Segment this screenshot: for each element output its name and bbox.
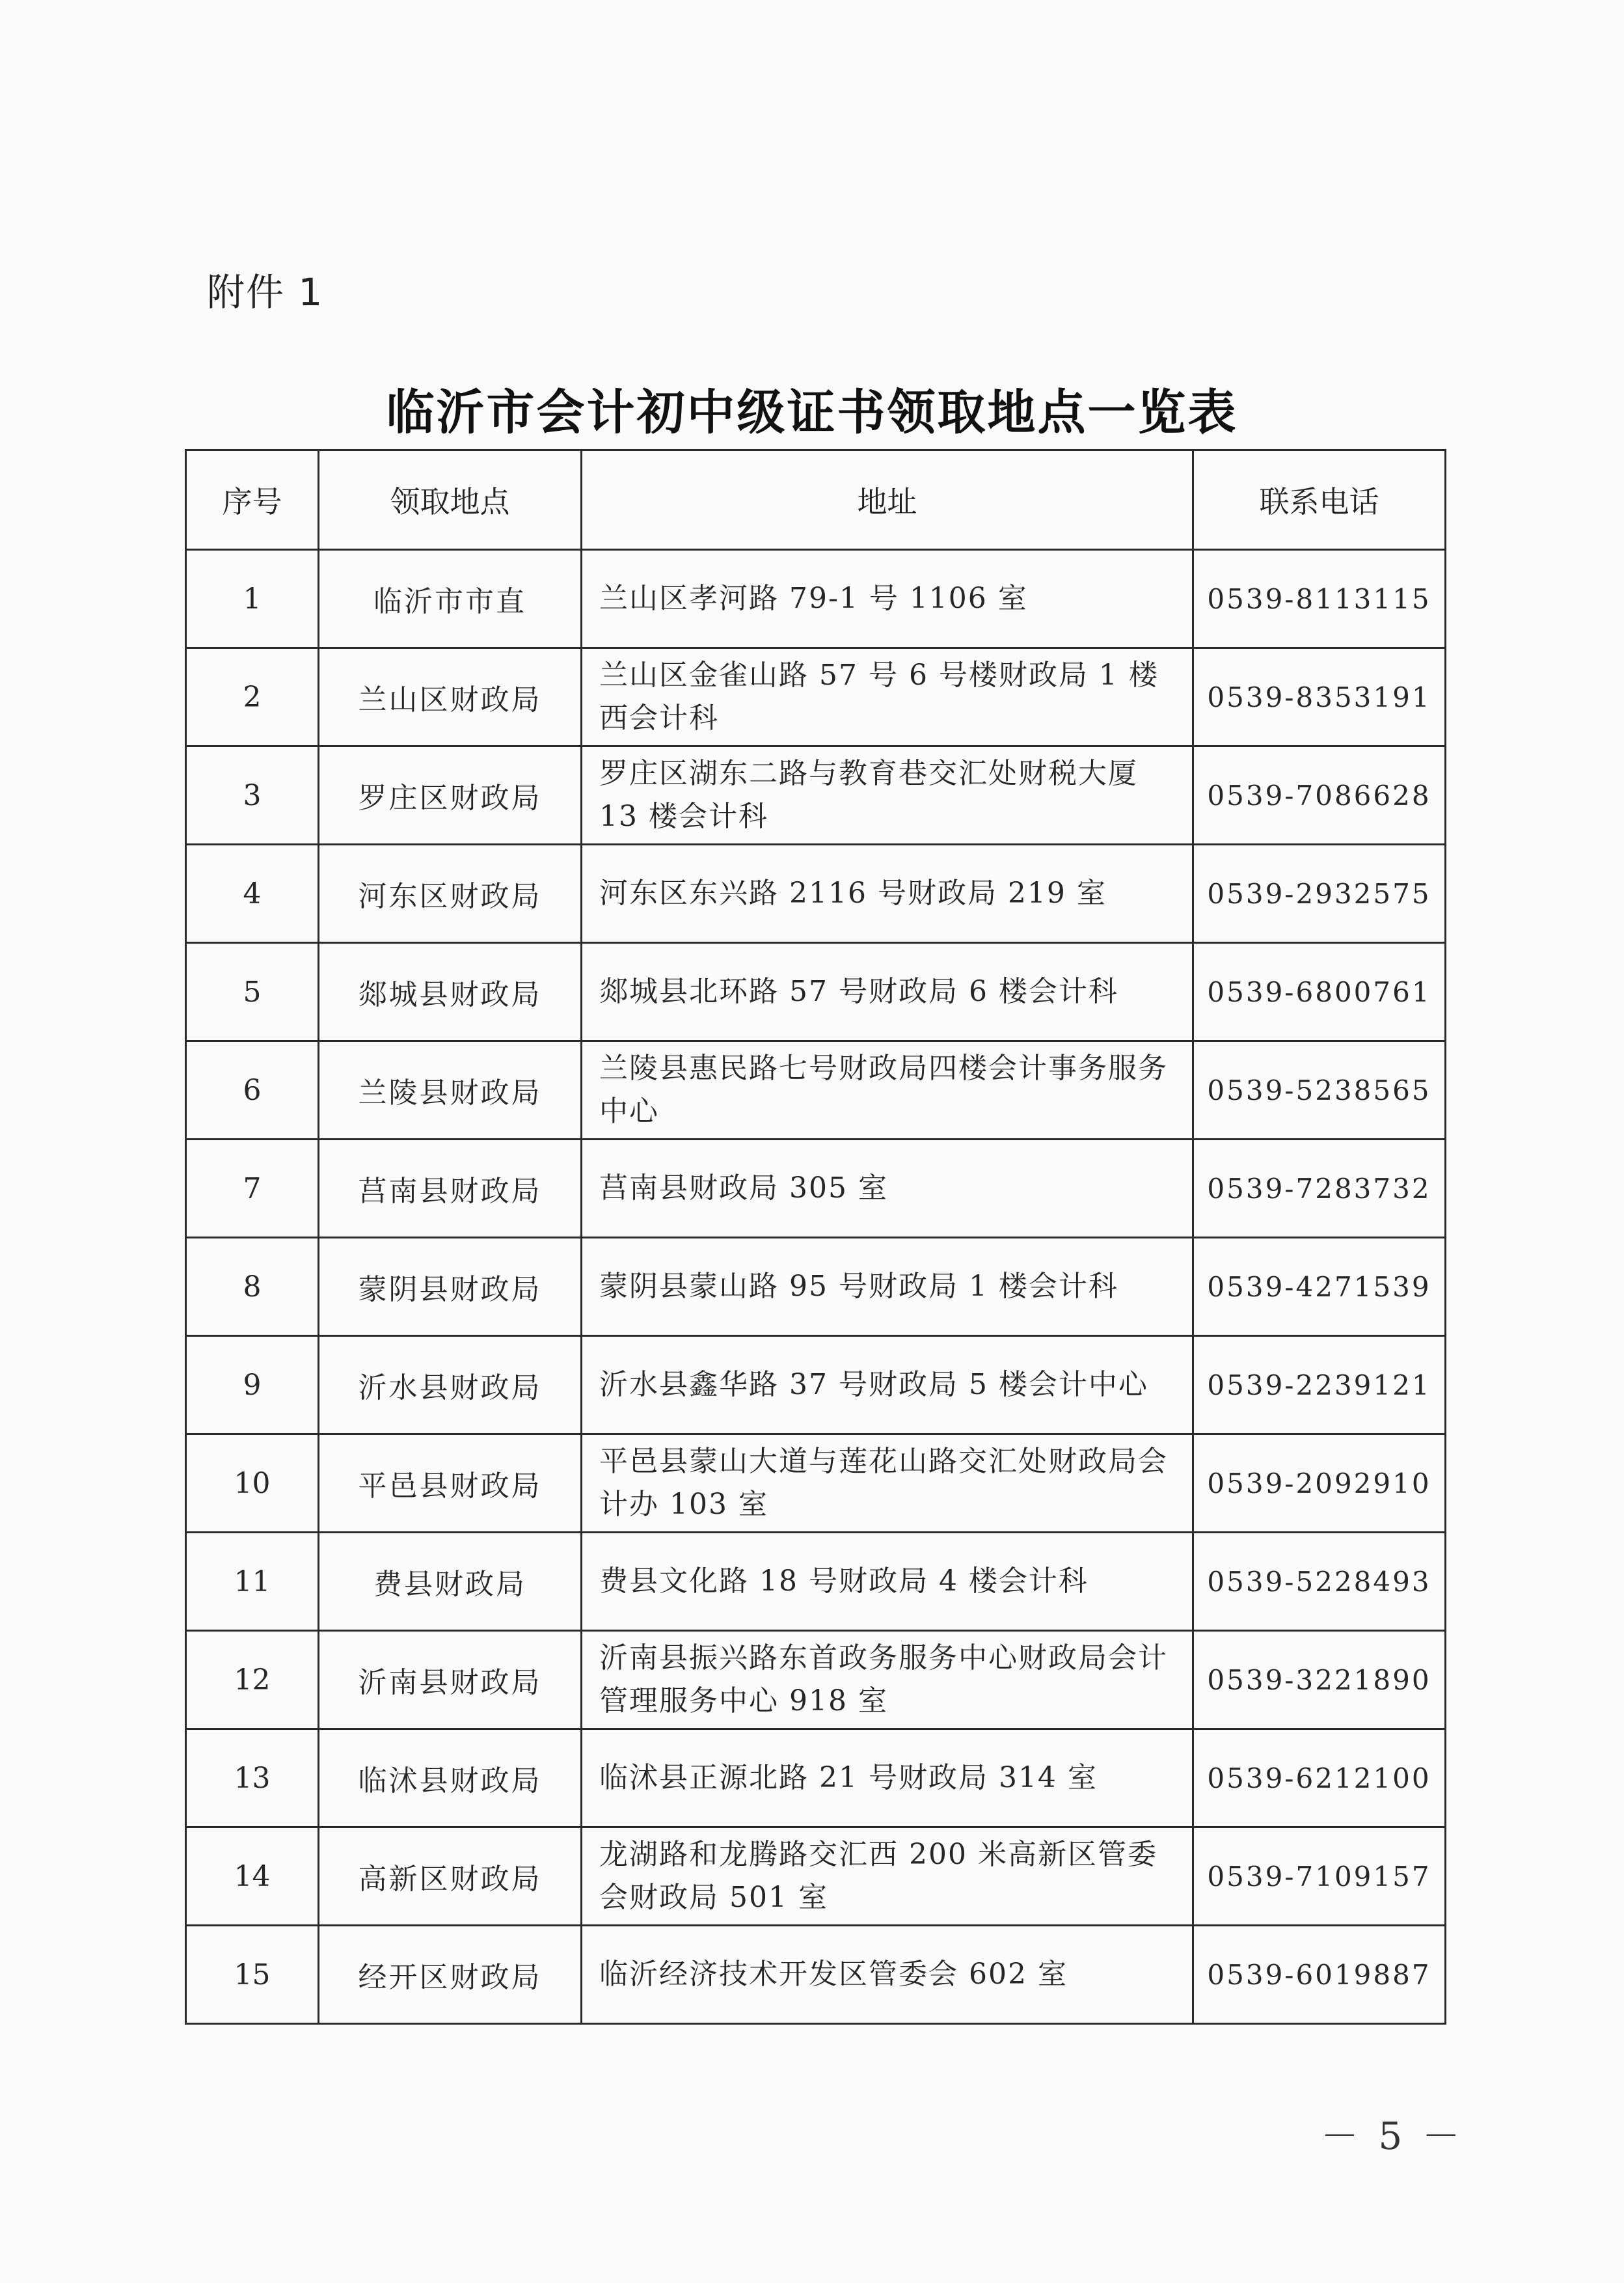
- locations-table: [185, 449, 1446, 2025]
- cell-place: 蒙阴县财政局: [319, 1238, 582, 1336]
- cell-no: 2: [186, 648, 319, 746]
- header-no: 序号: [186, 450, 319, 550]
- cell-address: 平邑县蒙山大道与莲花山路交汇处财政局会计办 103 室: [582, 1434, 1193, 1533]
- cell-no: 9: [186, 1336, 319, 1434]
- cell-no: 13: [186, 1729, 319, 1827]
- table-row: [186, 1434, 1446, 1533]
- table-row: [186, 1041, 1446, 1140]
- page-number: － 5 －: [1321, 2114, 1464, 2158]
- cell-address: 临沭县正源北路 21 号财政局 314 室: [582, 1729, 1193, 1827]
- cell-place: 河东区财政局: [319, 845, 582, 943]
- cell-address: 临沂经济技术开发区管委会 602 室: [582, 1926, 1193, 2024]
- table-row: [186, 1729, 1446, 1827]
- cell-place: 经开区财政局: [319, 1926, 582, 2024]
- cell-phone: 0539-4271539: [1193, 1238, 1446, 1336]
- table-header-row: [186, 450, 1446, 550]
- cell-no: 11: [186, 1533, 319, 1631]
- cell-place: 沂南县财政局: [319, 1631, 582, 1729]
- cell-address: 沂水县鑫华路 37 号财政局 5 楼会计中心: [582, 1336, 1193, 1434]
- cell-phone: 0539-8113115: [1193, 550, 1446, 648]
- cell-place: 莒南县财政局: [319, 1140, 582, 1238]
- cell-no: 6: [186, 1041, 319, 1140]
- table-row: [186, 648, 1446, 746]
- table-row: [186, 746, 1446, 845]
- header-phone: 联系电话: [1193, 450, 1446, 550]
- cell-address: 兰山区金雀山路 57 号 6 号楼财政局 1 楼西会计科: [582, 648, 1193, 746]
- table-row: [186, 1533, 1446, 1631]
- cell-phone: 0539-2932575: [1193, 845, 1446, 943]
- cell-address: 费县文化路 18 号财政局 4 楼会计科: [582, 1533, 1193, 1631]
- table-row: [186, 1926, 1446, 2024]
- cell-place: 兰山区财政局: [319, 648, 582, 746]
- document-title: 临沂市会计初中级证书领取地点一览表: [386, 385, 1238, 441]
- attachment-label: 附件 1: [207, 270, 324, 314]
- cell-no: 10: [186, 1434, 319, 1533]
- cell-place: 兰陵县财政局: [319, 1041, 582, 1140]
- cell-no: 14: [186, 1827, 319, 1926]
- table-row: [186, 845, 1446, 943]
- cell-no: 8: [186, 1238, 319, 1336]
- cell-phone: 0539-2239121: [1193, 1336, 1446, 1434]
- cell-phone: 0539-6800761: [1193, 943, 1446, 1041]
- table-row: [186, 1336, 1446, 1434]
- cell-place: 临沭县财政局: [319, 1729, 582, 1827]
- cell-phone: 0539-5238565: [1193, 1041, 1446, 1140]
- cell-no: 4: [186, 845, 319, 943]
- table-row: [186, 550, 1446, 648]
- cell-address: 兰陵县惠民路七号财政局四楼会计事务服务中心: [582, 1041, 1193, 1140]
- cell-address: 莒南县财政局 305 室: [582, 1140, 1193, 1238]
- cell-phone: 0539-5228493: [1193, 1533, 1446, 1631]
- cell-no: 12: [186, 1631, 319, 1729]
- cell-place: 高新区财政局: [319, 1827, 582, 1926]
- cell-place: 沂水县财政局: [319, 1336, 582, 1434]
- cell-phone: 0539-7086628: [1193, 746, 1446, 845]
- cell-address: 河东区东兴路 2116 号财政局 219 室: [582, 845, 1193, 943]
- locations-table-wrapper: [185, 449, 1444, 2025]
- cell-place: 临沂市市直: [319, 550, 582, 648]
- table-row: [186, 1140, 1446, 1238]
- cell-phone: 0539-6019887: [1193, 1926, 1446, 2024]
- table-row: [186, 943, 1446, 1041]
- cell-address: 蒙阴县蒙山路 95 号财政局 1 楼会计科: [582, 1238, 1193, 1336]
- cell-no: 7: [186, 1140, 319, 1238]
- cell-no: 1: [186, 550, 319, 648]
- cell-address: 沂南县振兴路东首政务服务中心财政局会计管理服务中心 918 室: [582, 1631, 1193, 1729]
- cell-place: 罗庄区财政局: [319, 746, 582, 845]
- table-row: [186, 1631, 1446, 1729]
- cell-address: 龙湖路和龙腾路交汇西 200 米高新区管委会财政局 501 室: [582, 1827, 1193, 1926]
- cell-address: 郯城县北环路 57 号财政局 6 楼会计科: [582, 943, 1193, 1041]
- cell-phone: 0539-2092910: [1193, 1434, 1446, 1533]
- cell-address: 兰山区孝河路 79-1 号 1106 室: [582, 550, 1193, 648]
- cell-phone: 0539-3221890: [1193, 1631, 1446, 1729]
- cell-phone: 0539-7109157: [1193, 1827, 1446, 1926]
- table-row: [186, 1238, 1446, 1336]
- cell-place: 平邑县财政局: [319, 1434, 582, 1533]
- cell-no: 3: [186, 746, 319, 845]
- cell-address: 罗庄区湖东二路与教育巷交汇处财税大厦 13 楼会计科: [582, 746, 1193, 845]
- cell-phone: 0539-8353191: [1193, 648, 1446, 746]
- header-address: 地址: [582, 450, 1193, 550]
- cell-no: 5: [186, 943, 319, 1041]
- cell-no: 15: [186, 1926, 319, 2024]
- cell-phone: 0539-6212100: [1193, 1729, 1446, 1827]
- header-place: 领取地点: [319, 450, 582, 550]
- cell-place: 郯城县财政局: [319, 943, 582, 1041]
- cell-place: 费县财政局: [319, 1533, 582, 1631]
- cell-phone: 0539-7283732: [1193, 1140, 1446, 1238]
- table-row: [186, 1827, 1446, 1926]
